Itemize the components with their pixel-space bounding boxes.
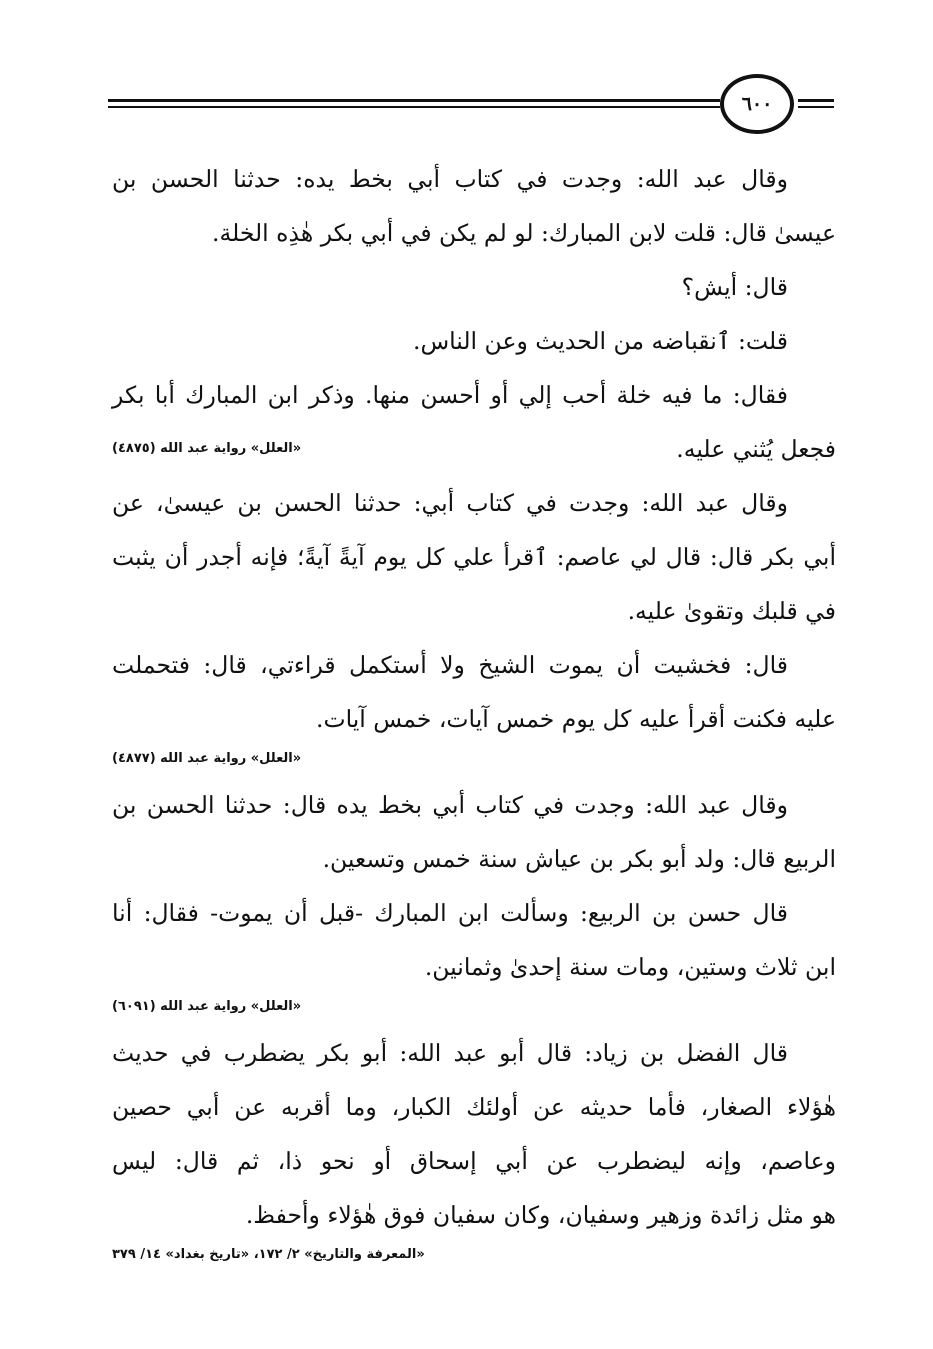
citation: «العلل» رواية عبد الله (٤٨٧٥) bbox=[112, 441, 302, 456]
citation: «المعرفة والتاريخ» ٢/ ١٧٢، «تاريخ بغداد» ١٤/ ٣٧٩ bbox=[112, 1247, 425, 1262]
text-line: هٰؤلاء الصغار، فأما حديثه عن أولئك الكبار، وما أقربه عن أبي حصين bbox=[112, 1093, 836, 1121]
page-header bbox=[108, 74, 834, 138]
text-line: أبي بكر قال: قال لي عاصم: ٱقرأ علي كل يوم آيةً آيةً؛ فإنه أجدر أن يثبت bbox=[112, 543, 836, 571]
text-line: قال: أيش؟ bbox=[681, 273, 788, 301]
header-rule-bottom bbox=[108, 106, 720, 108]
text-line: في قلبك وتقوىٰ عليه. bbox=[627, 597, 836, 625]
main-text bbox=[112, 152, 836, 1268]
text-line: وقال عبد الله: وجدت في كتاب أبي بخط يده قال: حدثنا الحسن بن bbox=[112, 791, 788, 819]
text-line: وقال عبد الله: وجدت في كتاب أبي: حدثنا الحسن بن عيسىٰ، عن bbox=[112, 489, 788, 517]
text-line: عيسىٰ قال: قلت لابن المبارك: لو لم يكن في أبي بكر هٰذِه الخلة. bbox=[212, 219, 836, 247]
citation: «العلل» رواية عبد الله (٦٠٩١) bbox=[112, 999, 302, 1014]
page-number: ٦٠٠ bbox=[720, 74, 794, 134]
text-line: ابن ثلاث وستين، ومات سنة إحدىٰ وثمانين. bbox=[424, 953, 836, 981]
text-line: وعاصم، وإنه ليضطرب عن أبي إسحاق أو نحو ذا، ثم قال: ليس bbox=[112, 1147, 836, 1175]
text-line: هو مثل زائدة وزهير وسفيان، وكان سفيان فوق هٰؤلاء وأحفظ. bbox=[245, 1201, 836, 1229]
text-line: قال حسن بن الربيع: وسألت ابن المبارك -قبل أن يموت- فقال: أنا bbox=[112, 899, 788, 927]
text-line: فقال: ما فيه خلة أحب إلي أو أحسن منها. وذكر ابن المبارك أبا بكر bbox=[112, 381, 788, 409]
text-line: عليه فكنت أقرأ عليه كل يوم خمس آيات، خمس آيات. bbox=[316, 705, 836, 733]
text-line: الربيع قال: ولد أبو بكر بن عياش سنة خمس وتسعين. bbox=[322, 845, 836, 873]
text-line: قال: فخشيت أن يموت الشيخ ولا أستكمل قراءتي، قال: فتحملت bbox=[112, 651, 788, 679]
text-line: وقال عبد الله: وجدت في كتاب أبي بخط يده: حدثنا الحسن بن bbox=[112, 165, 788, 193]
header-rule-top bbox=[108, 99, 720, 102]
citation: «العلل» رواية عبد الله (٤٨٧٧) bbox=[112, 751, 302, 766]
header-rule-right-top bbox=[798, 99, 834, 102]
text-line: قلت: ٱنقباضه من الحديث وعن الناس. bbox=[412, 327, 788, 355]
text-line: قال الفضل بن زياد: قال أبو عبد الله: أبو بكر يضطرب في حديث bbox=[112, 1039, 788, 1067]
text-line: فجعل يُثني عليه. bbox=[676, 435, 836, 463]
header-rule-right-bottom bbox=[798, 106, 834, 108]
